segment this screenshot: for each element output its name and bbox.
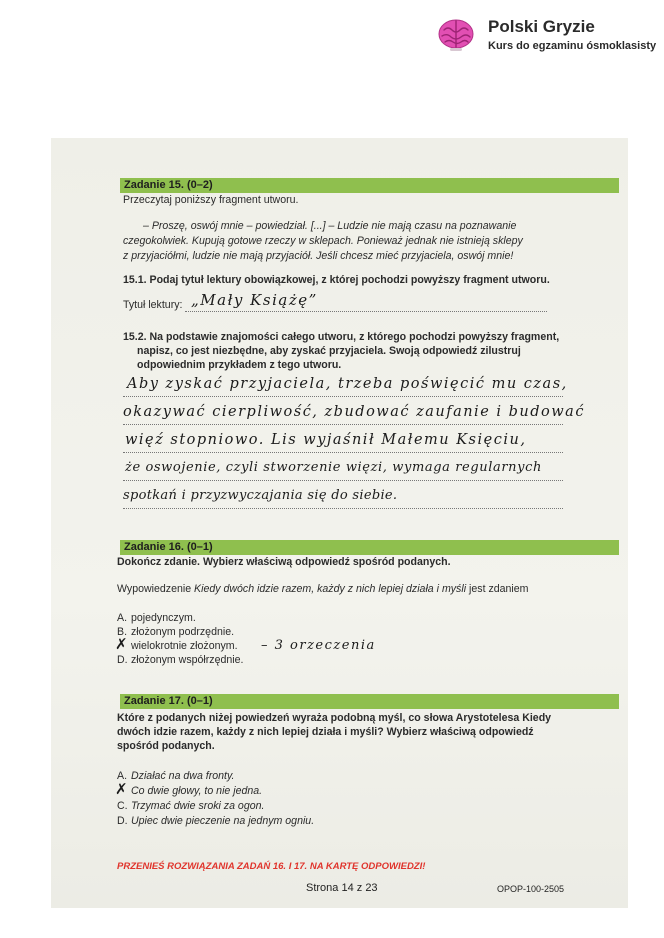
brand-tagline: Kurs do egzaminu ósmoklasisty	[488, 40, 657, 52]
task17-option-b: Co dwie głowy, to nie jedna.	[131, 785, 263, 797]
handwritten-note: – 3 orzeczenia	[261, 638, 376, 653]
answer-line	[123, 424, 563, 425]
exam-code: OPOP-100-2505	[497, 884, 565, 894]
answer-line	[123, 452, 563, 453]
sentence-quote: Kiedy dwóch idzie razem, każdy z nich lepiej działa i myśli	[194, 583, 467, 595]
brain-icon	[436, 16, 476, 56]
task16-option-d: D. złożonym współrzędnie.	[117, 654, 244, 666]
task17-option-a: A. Działać na dwa fronty.	[117, 770, 235, 782]
question-15-2-line: napisz, co jest niezbędne, aby zyskać przyjaciela. Swoją odpowiedź zilustruj	[137, 345, 521, 357]
brand-name: Polski Gryzie	[488, 17, 595, 36]
task16-sentence	[117, 583, 529, 595]
handwritten-answer-line: spotkań i przyzwyczajania się do siebie.	[123, 488, 398, 503]
answer-line	[123, 396, 563, 397]
task16-option-a: A. pojedynczym.	[117, 612, 196, 624]
task17-header	[120, 694, 619, 709]
sentence-prefix: Wypowiedzenie	[117, 583, 195, 595]
task16-instruction: Dokończ zdanie. Wybierz właściwą odpowiedź spośród podanych.	[117, 556, 451, 568]
transfer-note: PRZENIEŚ ROZWIĄZANIA ZADAŃ 16. I 17. NA KARTĘ ODPOWIEDZI!	[117, 861, 426, 872]
task15-instruction: Przeczytaj poniższy fragment utworu.	[123, 194, 299, 206]
handwritten-answer-line: że oswojenie, czyli stworzenie więzi, wymaga regularnych	[125, 460, 542, 475]
sentence-suffix: jest zdaniem	[466, 583, 529, 595]
question-15-1: 15.1. Podaj tytuł lektury obowiązkowej, z której pochodzi powyższy fragment utworu.	[123, 274, 550, 286]
selected-cross-icon: ✗	[115, 635, 128, 653]
task16-header	[120, 540, 619, 555]
task15-title: Zadanie 15. (0–2)	[124, 179, 213, 191]
task17-option-d: D. Upiec dwie pieczenie na jednym ogniu.	[117, 815, 315, 827]
handwritten-answer-line: okazywać cierpliwość, zbudować zaufanie i budować	[123, 404, 585, 420]
handwritten-answer-line: więź stopniowo. Lis wyjaśnił Małemu Księciu,	[125, 432, 527, 448]
task16-option-c: wielokrotnie złożonym.	[131, 640, 238, 652]
task17-question-line: Które z podanych niżej powiedzeń wyraża podobną myśl, co słowa Arystotelesa Kiedy	[117, 712, 552, 724]
question-15-2-line: 15.2. Na podstawie znajomości całego utworu, z którego pochodzi powyższy fragment,	[123, 331, 560, 343]
task17-question-line: spośród podanych.	[117, 740, 215, 752]
answer-line	[123, 480, 563, 481]
brand-header	[436, 14, 656, 62]
quote-line: – Proszę, oswój mnie – powiedział. [...] – Ludzie nie mają czasu na poznawanie	[143, 220, 517, 232]
question-15-2-line: odpowiednim przykładem z tego utworu.	[137, 359, 342, 371]
quote-line: z przyjaciółmi, ludzie nie mają przyjaciół. Jeśli chcesz mieć przyjaciela, oswój mnie!	[123, 250, 514, 262]
answer-line	[123, 508, 563, 509]
task17-question-line: dwóch idzie razem, każdy z nich lepiej działa i myśli? Wybierz właściwą odpowiedź	[117, 726, 534, 738]
task15-header	[120, 178, 619, 193]
handwritten-answer-line: Aby zyskać przyjaciela, trzeba poświęcić mu czas,	[127, 376, 568, 392]
selected-cross-icon: ✗	[115, 780, 128, 798]
quote-line: czegokolwiek. Kupują gotowe rzeczy w sklepach. Ponieważ jednak nie istnieją sklepy	[123, 235, 523, 247]
title-answer-handwritten: „Mały Książę”	[191, 291, 318, 309]
answer-line	[185, 311, 547, 312]
title-label: Tytuł lektury:	[123, 299, 183, 311]
task17-title: Zadanie 17. (0–1)	[124, 695, 213, 707]
task16-title: Zadanie 16. (0–1)	[124, 541, 213, 553]
exam-page	[51, 138, 628, 908]
page-number: Strona 14 z 23	[306, 882, 378, 894]
task17-option-c: C. Trzymać dwie sroki za ogon.	[117, 800, 265, 812]
task16-option-b: B. złożonym podrzędnie.	[117, 626, 235, 638]
